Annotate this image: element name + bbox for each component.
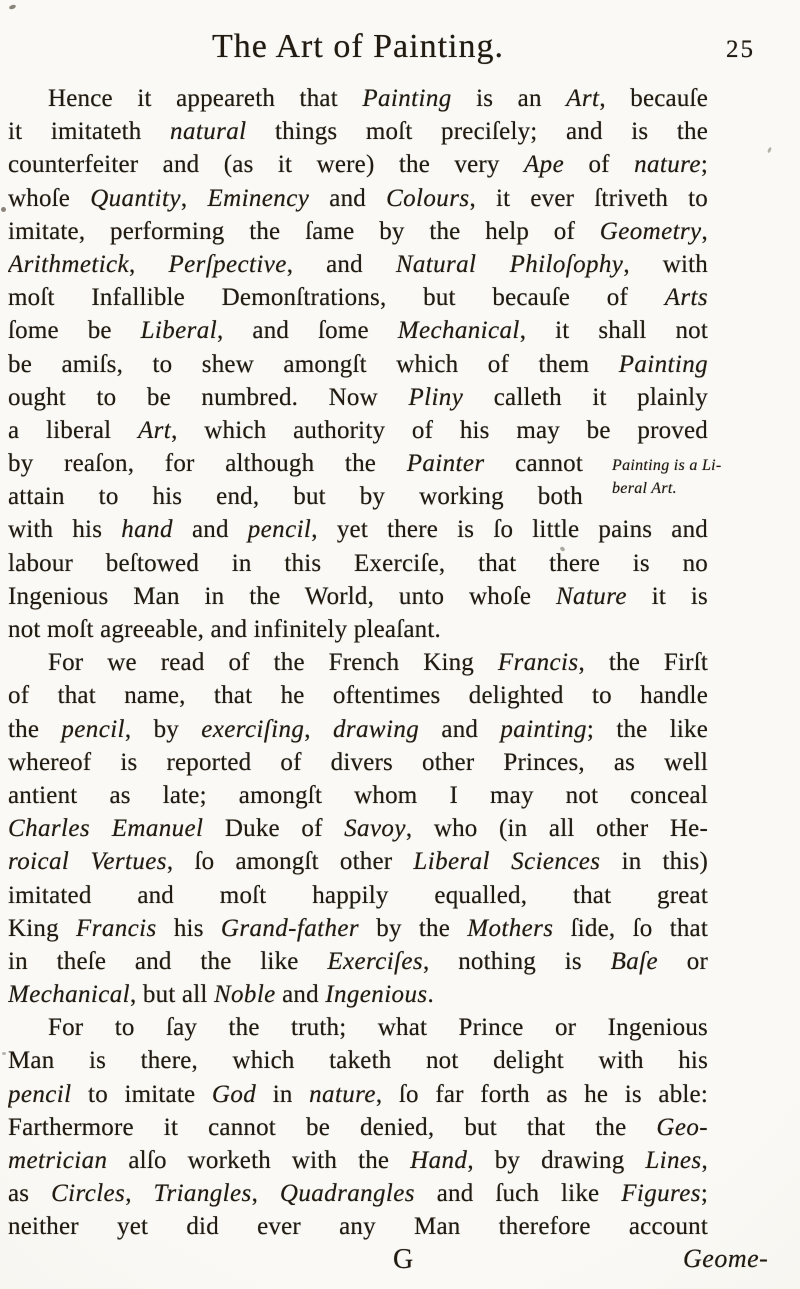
text-line: ought to be numbred. Now Pliny calleth it plainly xyxy=(8,383,708,411)
margin-note-line: beral Art. xyxy=(612,480,677,497)
text-body xyxy=(8,82,708,1244)
text-line: be amiſs, to shew amongſt which of them Painting xyxy=(8,350,708,378)
page-footer xyxy=(0,1244,800,1284)
margin-note xyxy=(612,454,772,500)
text-line: a liberal Art, which authority of his may be proved xyxy=(8,416,708,444)
text-line: Arithmetick, Perſpective, and Natural Philoſophy, with xyxy=(8,250,708,278)
text-line: by reaſon, for although the Painter cannot xyxy=(8,450,583,478)
text-line: Ingenious Man in the World, unto whoſe Nature it is xyxy=(8,582,708,610)
catchword: Geome- xyxy=(683,1244,769,1273)
signature-mark: G xyxy=(393,1244,414,1275)
text-line: with his hand and pencil, yet there is ſo little pains and xyxy=(8,516,708,544)
text-line: Farthermore it cannot be denied, but that the Geo- xyxy=(8,1113,708,1141)
text-line: roical Vertues, ſo amongſt other Liberal Sciences in this) xyxy=(8,848,708,876)
text-line: attain to his end, but by working both xyxy=(8,483,583,511)
paragraph xyxy=(8,82,708,646)
page-number: 25 xyxy=(726,36,755,63)
text-line: For to ſay the truth; what Prince or Ingenious xyxy=(48,1014,708,1042)
text-line: whereof is reported of divers other Princes, as well xyxy=(8,748,708,776)
text-line: Mechanical, but all Noble and Ingenious. xyxy=(8,981,434,1009)
text-line: King Francis his Grand-father by the Mothers ſide, ſo that xyxy=(8,914,708,942)
text-line: labour beſtowed in this Exerciſe, that there is no xyxy=(8,549,708,577)
text-line: pencil to imitate God in nature, ſo far forth as he is able: xyxy=(8,1080,708,1108)
text-line: Man is there, which taketh not delight with his xyxy=(8,1047,708,1075)
text-line: not moſt agreeable, and infinitely pleaſant. xyxy=(8,616,441,643)
paragraph xyxy=(8,646,708,1011)
page-title: The Art of Painting. xyxy=(212,28,504,65)
text-line: whoſe Quantity, Eminency and Colours, it ever ſtriveth to xyxy=(8,184,708,212)
page-header xyxy=(8,26,708,68)
text-line: it imitateth natural things moſt preciſely; and is the xyxy=(8,118,708,146)
text-line: Charles Emanuel Duke of Savoy, who (in all other He- xyxy=(8,815,708,843)
text-line: For we read of the French King Francis, the Firſt xyxy=(48,649,708,677)
text-line: ſome be Liberal, and ſome Mechanical, it shall not xyxy=(8,317,708,345)
text-line: imitate, performing the ſame by the help of Geometry, xyxy=(8,217,708,245)
margin-note-line: Painting is a Li- xyxy=(612,457,722,474)
text-line: in theſe and the like Exerciſes, nothing is Baſe or xyxy=(8,947,708,975)
ink-speck xyxy=(1,207,6,212)
text-line: of that name, that he oftentimes delighted to handle xyxy=(8,682,708,710)
text-line: moſt Infallible Demonſtrations, but becauſe of Arts xyxy=(8,284,708,312)
text-line: Hence it appeareth that Painting is an Art, becauſe xyxy=(48,85,708,112)
text-line: imitated and moſt happily equalled, that great xyxy=(8,881,708,909)
text-line: antient as late; amongſt whom I may not conceal xyxy=(8,781,708,809)
text-line: neither yet did ever any Man therefore account xyxy=(8,1213,708,1241)
text-line: counterfeiter and (as it were) the very Ape of nature; xyxy=(8,151,708,179)
text-line: as Circles, Triangles, Quadrangles and ſuch like Figures; xyxy=(8,1180,708,1208)
paragraph xyxy=(8,1011,708,1243)
text-line: metrician alſo worketh with the Hand, by drawing Lines, xyxy=(8,1147,708,1174)
ink-speck xyxy=(767,147,772,154)
text-line: the pencil, by exerciſing, drawing and painting; the like xyxy=(8,715,708,743)
ink-speck xyxy=(9,4,17,10)
ink-speck xyxy=(2,1052,6,1055)
